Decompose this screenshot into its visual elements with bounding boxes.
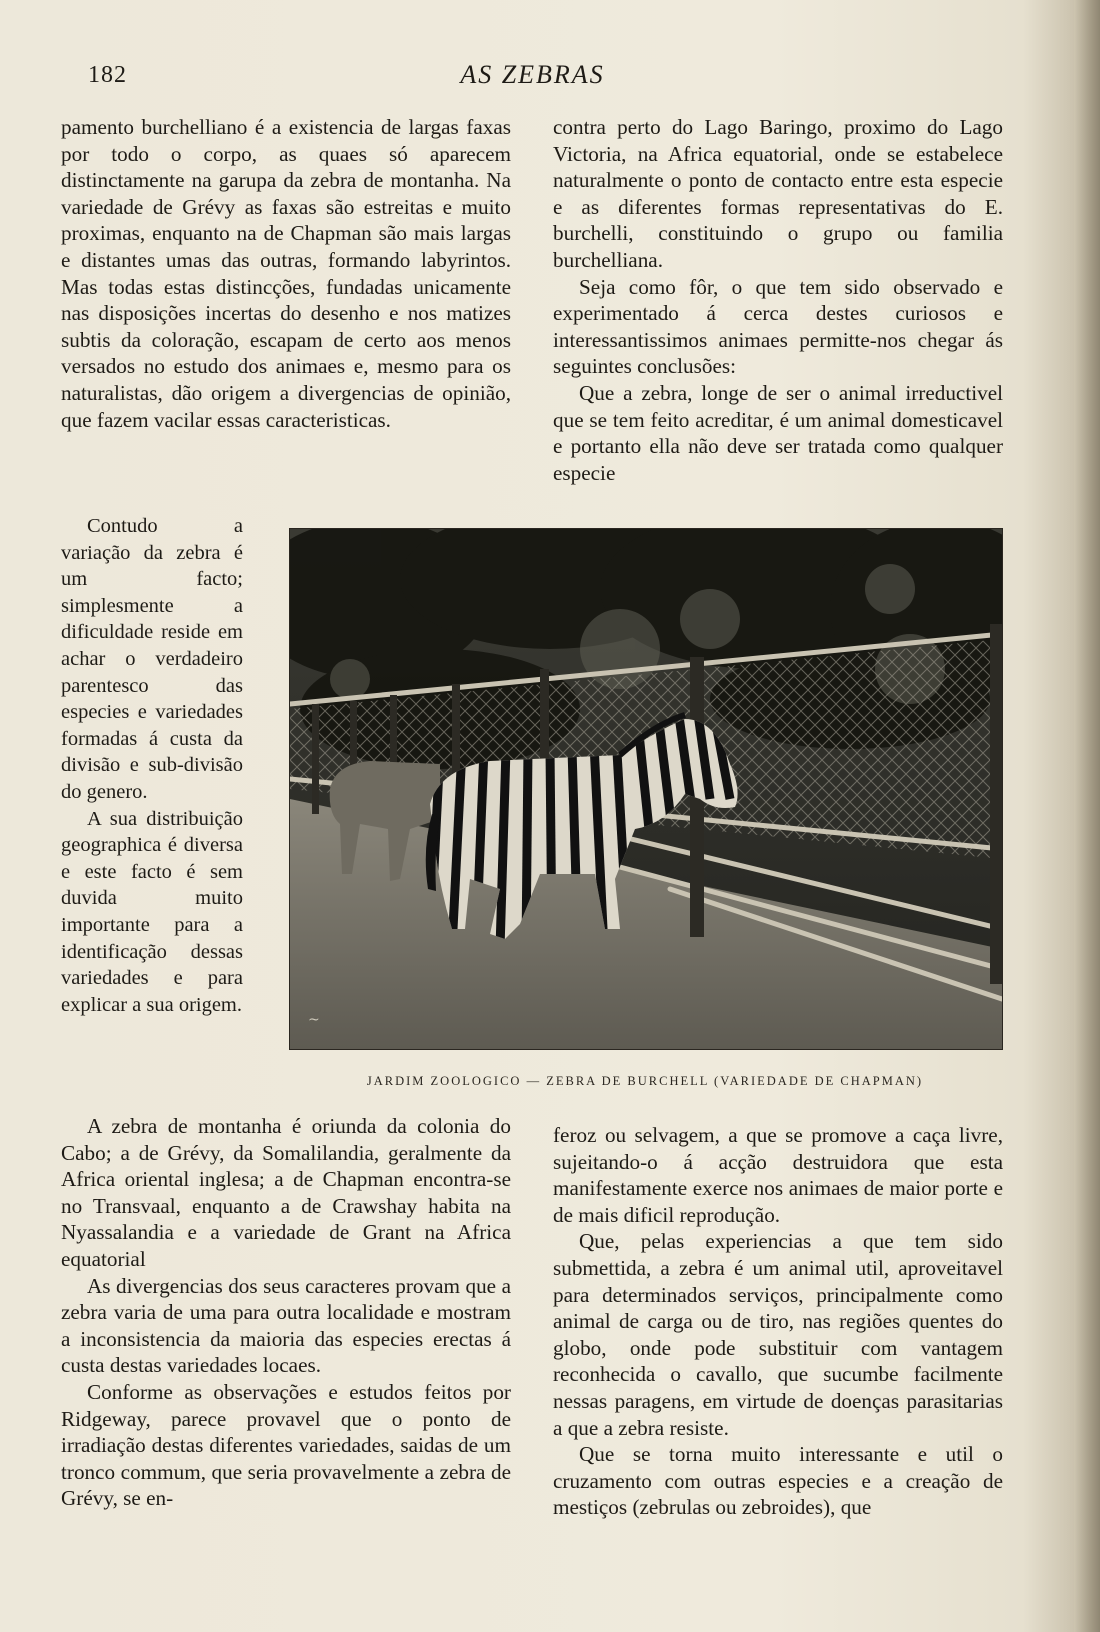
paragraph: As divergencias dos seus caracteres provam que a zebra varia de uma para outra localidade e mostram a inconsistencia da maioria das especies erectas á custa destas variedades locaes.	[61, 1273, 511, 1378]
zebra-photo-illustration	[290, 529, 1002, 1049]
paragraph: pamento burchelliano é a existencia de largas faxas por todo o corpo, as quaes só aparecem distinctamente na garupa da zebra de montanha. Na variedade de Grévy as faxas são estreitas e muito proximas, enquanto na de Chapman são mais largas e distantes umas das outras, formando labyrintos. Mas todas estas distincções, fundadas unicamente nas disposições incertas do desenho e nos matizes subtis da coloração, escapam de certo aos menos versados no estudo dos animaes e, mesmo para os naturalistas, dão origem a divergencias de opinião, que fazem vacilar essas caracteristicas.	[61, 115, 511, 432]
paragraph: feroz ou selvagem, a que se promove a caça livre, sujeitando-o á acção destruidora que esta manifestamente exerce nos animaes de maior porte e de mais dificil reprodução.	[553, 1123, 1003, 1227]
paragraph: Que se torna muito interessante e util o cruzamento com outras especies e a creação de mestiços (zebrulas ou zebroides), que	[553, 1442, 1003, 1520]
left-column-bottom	[61, 1113, 511, 1512]
narrow-column-beside-figure	[61, 513, 243, 1018]
page-number: 182	[88, 62, 127, 88]
paragraph: A sua distribuição geographica é diversa e este facto é sem duvida muito importante para a identificação dessas variedades e para explicar a sua origem.	[61, 807, 243, 1016]
photograph-zebra	[289, 528, 1003, 1050]
left-column-top	[61, 114, 511, 433]
paragraph: Conforme as observações e estudos feitos por Ridgeway, parece provavel que o ponto de irradiação destas diferentes variedades, saidas de um tronco commum, que seria provavelmente a zebra de Grévy, se en-	[61, 1379, 511, 1511]
paragraph: A zebra de montanha é oriunda da colonia do Cabo; a de Grévy, da Somalilandia, geralmente da Africa oriental inglesa; a de Chapman encontra-se no Transvaal, enquanto a de Crawshay habita na Nyassalandia e a variedade de Grant na Africa equatorial	[61, 1114, 511, 1271]
right-column-top	[553, 114, 1003, 486]
paragraph: contra perto do Lago Baringo, proximo do Lago Victoria, na Africa equatorial, onde se estabelece naturalmente o ponto de contacto entre esta especie e as diferentes formas representativas do E. burchelli, constituindo o grupo ou familia burchelliana.	[553, 115, 1003, 272]
running-title: AS ZEBRAS	[460, 60, 605, 89]
paragraph: Que, pelas experiencias a que tem sido submettida, a zebra é um animal util, aproveitavel para determinados serviços, principalmente como animal de carga ou de tiro, nas regiões quentes do globo, onde pode substituir com vantagem reconhecida o cavallo, que sucumbe facilmente nessas paragens, em virtude de doenças parasitarias a que a zebra resiste.	[553, 1229, 1003, 1440]
paragraph: Seja como fôr, o que tem sido observado e experimentado á cerca destes curiosos e interessantissimos animaes permitte-nos chegar ás seguintes conclusões:	[553, 274, 1003, 379]
right-column-bottom	[553, 1122, 1003, 1521]
book-binding-edge	[1074, 0, 1100, 1632]
figure-caption: JARDIM ZOOLOGICO — ZEBRA DE BURCHELL (VARIEDADE DE CHAPMAN)	[366, 1074, 924, 1088]
paragraph: Que a zebra, longe de ser o animal irreductivel que se tem feito acreditar, é um animal domesticavel e portanto ella não deve ser tratada como qualquer especie	[553, 380, 1003, 485]
paragraph: Contudo a variação da zebra é um facto; simplesmente a dificuldade reside em achar o verdadeiro parentesco das especies e variedades formadas á custa da divisão e sub-divisão do genero.	[61, 515, 243, 803]
svg-text:~: ~	[308, 1012, 320, 1028]
page-header	[0, 58, 1100, 94]
